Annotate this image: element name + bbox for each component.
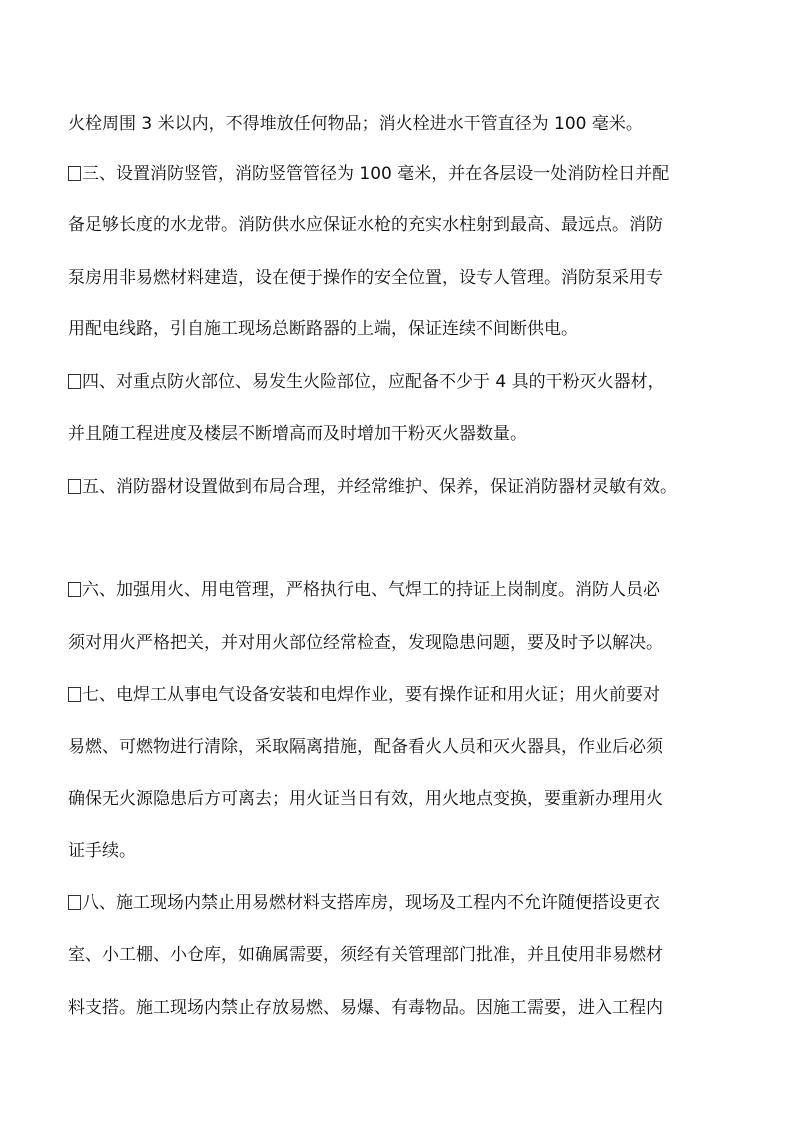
list-item-line bbox=[68, 370, 665, 394]
list-item-line bbox=[68, 475, 677, 499]
list-item-line bbox=[68, 578, 660, 602]
checkbox-glyph-icon bbox=[68, 687, 81, 702]
text-line: 须对用火严格把关，并对用火部位经常检查，发现隐患问题，要及时予以解决。 bbox=[68, 633, 663, 653]
text-line: 五、消防器材设置做到布局合理，并经常维护、保养，保证消防器材灵敏有效。 bbox=[82, 477, 677, 497]
text-line: 确保无火源隐患后方可离去；用火证当日有效，用火地点变换，要重新办理用火 bbox=[68, 789, 663, 809]
text-line: 易燃、可燃物进行清除，采取隔离措施，配备看火人员和灭火器具，作业后必须 bbox=[68, 737, 663, 757]
list-item-line bbox=[68, 891, 660, 915]
checkbox-glyph-icon bbox=[68, 374, 81, 389]
list-item-line bbox=[68, 162, 669, 186]
text-line: 四、对重点防火部位、易发生火险部位，应配备不少于 4 具的干粉灭火器材， bbox=[82, 372, 665, 392]
text-line: 室、小工棚、小仓库，如确属需要，须经有关管理部门批准，并且使用非易燃材 bbox=[68, 945, 663, 965]
checkbox-glyph-icon bbox=[68, 582, 81, 597]
text-line: 证手续。 bbox=[68, 841, 136, 861]
text-line: 七、电焊工从事电气设备安装和电焊作业，要有操作证和用火证；用火前要对 bbox=[82, 685, 660, 705]
text-line: 火栓周围 3 米以内，不得堆放任何物品；消火栓进水干管直径为 100 毫米。 bbox=[68, 114, 643, 134]
text-line: 并且随工程进度及楼层不断增高而及时增加干粉灭火器数量。 bbox=[68, 424, 527, 444]
text-line: 三、设置消防竖管，消防竖管管径为 100 毫米，并在各层设一处消防栓日并配 bbox=[82, 164, 670, 184]
checkbox-glyph-icon bbox=[68, 166, 81, 181]
checkbox-glyph-icon bbox=[68, 479, 81, 494]
text-line: 六、加强用火、用电管理，严格执行电、气焊工的持证上岗制度。消防人员必 bbox=[82, 580, 660, 600]
text-line: 八、施工现场内禁止用易燃材料支搭库房，现场及工程内不允许随便搭设更衣 bbox=[82, 893, 660, 913]
text-line: 泵房用非易燃材料建造，设在便于操作的安全位置，设专人管理。消防泵采用专 bbox=[68, 268, 663, 288]
text-line: 料支搭。施工现场内禁止存放易燃、易爆、有毒物品。因施工需要，进入工程内 bbox=[68, 998, 663, 1018]
list-item-line bbox=[68, 683, 660, 707]
text-line: 用配电线路，引自施工现场总断路器的上端，保证连续不间断供电。 bbox=[68, 319, 578, 339]
text-line: 备足够长度的水龙带。消防供水应保证水枪的充实水柱射到最高、最远点。消防 bbox=[68, 215, 663, 235]
checkbox-glyph-icon bbox=[68, 895, 81, 910]
